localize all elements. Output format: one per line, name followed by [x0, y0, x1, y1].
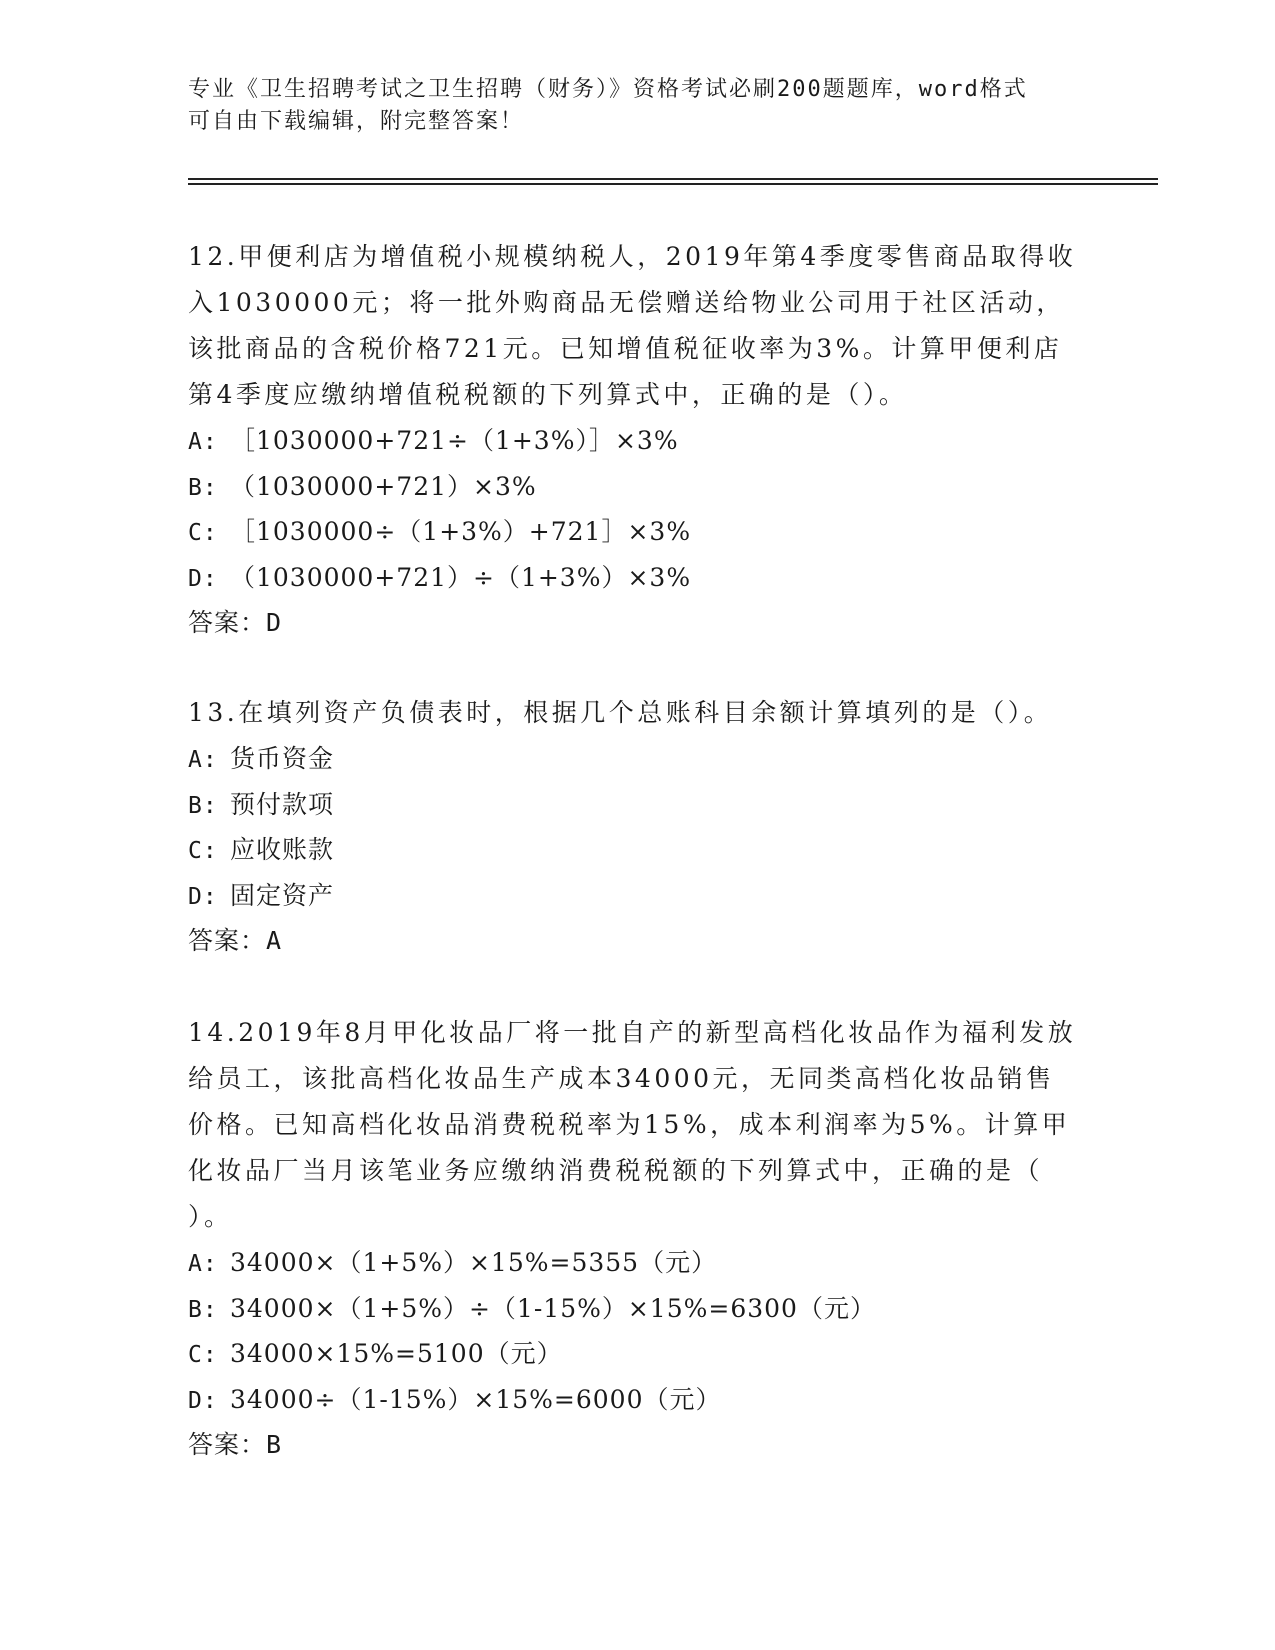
question-text-line: 给员工，该批高档化妆品生产成本34000元，无同类高档化妆品销售	[188, 1064, 1055, 1093]
option-text: 预付款项	[230, 789, 335, 819]
option-letter: B:	[188, 474, 218, 501]
option-letter: D:	[188, 1387, 218, 1414]
option-text: 应收账款	[230, 835, 335, 864]
option-letter: C:	[188, 520, 218, 546]
option-letter: C:	[188, 1342, 218, 1368]
option-text: （1030000+721）×3%	[230, 471, 537, 501]
option-letter: C:	[188, 838, 218, 864]
option-letter: A:	[188, 1251, 218, 1277]
option-a	[188, 418, 1108, 464]
question-text-line: 12.甲便利店为增值税小规模纳税人，2019年第4季度零售商品取得收	[188, 242, 1077, 271]
question-13	[188, 690, 1108, 964]
answer-line: 答案：A	[188, 926, 283, 955]
option-letter: B:	[188, 792, 218, 819]
question-text-line: 入1030000元；将一批外购商品无偿赠送给物业公司用于社区活动，	[188, 288, 1065, 317]
option-text: ［1030000+721÷（1+3%）］×3%	[230, 426, 679, 455]
answer-line: 答案：D	[188, 608, 283, 637]
answer-line: 答案：B	[188, 1430, 283, 1459]
option-d	[188, 555, 1108, 601]
option-text: 34000÷（1-15%）×15%=6000（元）	[230, 1384, 722, 1414]
question-text-line: 14.2019年8月甲化妆品厂将一批自产的新型高档化妆品作为福利发放	[188, 1018, 1077, 1047]
option-letter: A:	[188, 429, 218, 455]
option-d	[188, 873, 1108, 919]
option-c	[188, 509, 1108, 555]
option-letter: A:	[188, 747, 218, 773]
option-text: 34000×（1+5%）÷（1-15%）×15%=6300（元）	[230, 1293, 876, 1323]
option-text: 34000×（1+5%）×15%=5355（元）	[230, 1248, 718, 1277]
header-line-1: 专业《卫生招聘考试之卫生招聘（财务）》资格考试必刷200题题库，word格式	[188, 77, 1028, 102]
option-text: （1030000+721）÷（1+3%）×3%	[230, 562, 692, 592]
header-divider-top	[188, 178, 1158, 180]
option-text: 34000×15%=5100（元）	[230, 1339, 563, 1368]
option-d	[188, 1377, 1108, 1423]
option-b	[188, 464, 1108, 510]
question-text-line: 13.在填列资产负债表时，根据几个总账科目余额计算填列的是（）。	[188, 698, 1053, 727]
question-text-line: ）。	[188, 1202, 233, 1231]
question-text-line: 第4季度应缴纳增值税税额的下列算式中，正确的是（）。	[188, 380, 908, 409]
option-letter: B:	[188, 1296, 218, 1323]
option-c	[188, 827, 1108, 873]
option-a	[188, 736, 1108, 782]
question-text-line: 价格。已知高档化妆品消费税税率为15%，成本利润率为5%。计算甲	[188, 1110, 1071, 1139]
document-header	[188, 74, 1088, 138]
option-a	[188, 1240, 1108, 1286]
option-b	[188, 782, 1108, 828]
option-text: 固定资产	[230, 880, 335, 910]
header-divider-bottom	[188, 183, 1158, 185]
header-line-2: 可自由下载编辑，附完整答案！	[188, 109, 525, 134]
option-letter: D:	[188, 565, 218, 592]
question-text-line: 化妆品厂当月该笔业务应缴纳消费税税额的下列算式中，正确的是（	[188, 1156, 1044, 1185]
question-12	[188, 234, 1108, 646]
option-b	[188, 1286, 1108, 1332]
question-text-line: 该批商品的含税价格721元。已知增值税征收率为3%。计算甲便利店	[188, 334, 1063, 363]
option-letter: D:	[188, 883, 218, 910]
option-text: 货币资金	[230, 744, 335, 773]
option-text: ［1030000÷（1+3%）+721］×3%	[230, 517, 692, 546]
option-c	[188, 1331, 1108, 1377]
question-14	[188, 1010, 1108, 1468]
